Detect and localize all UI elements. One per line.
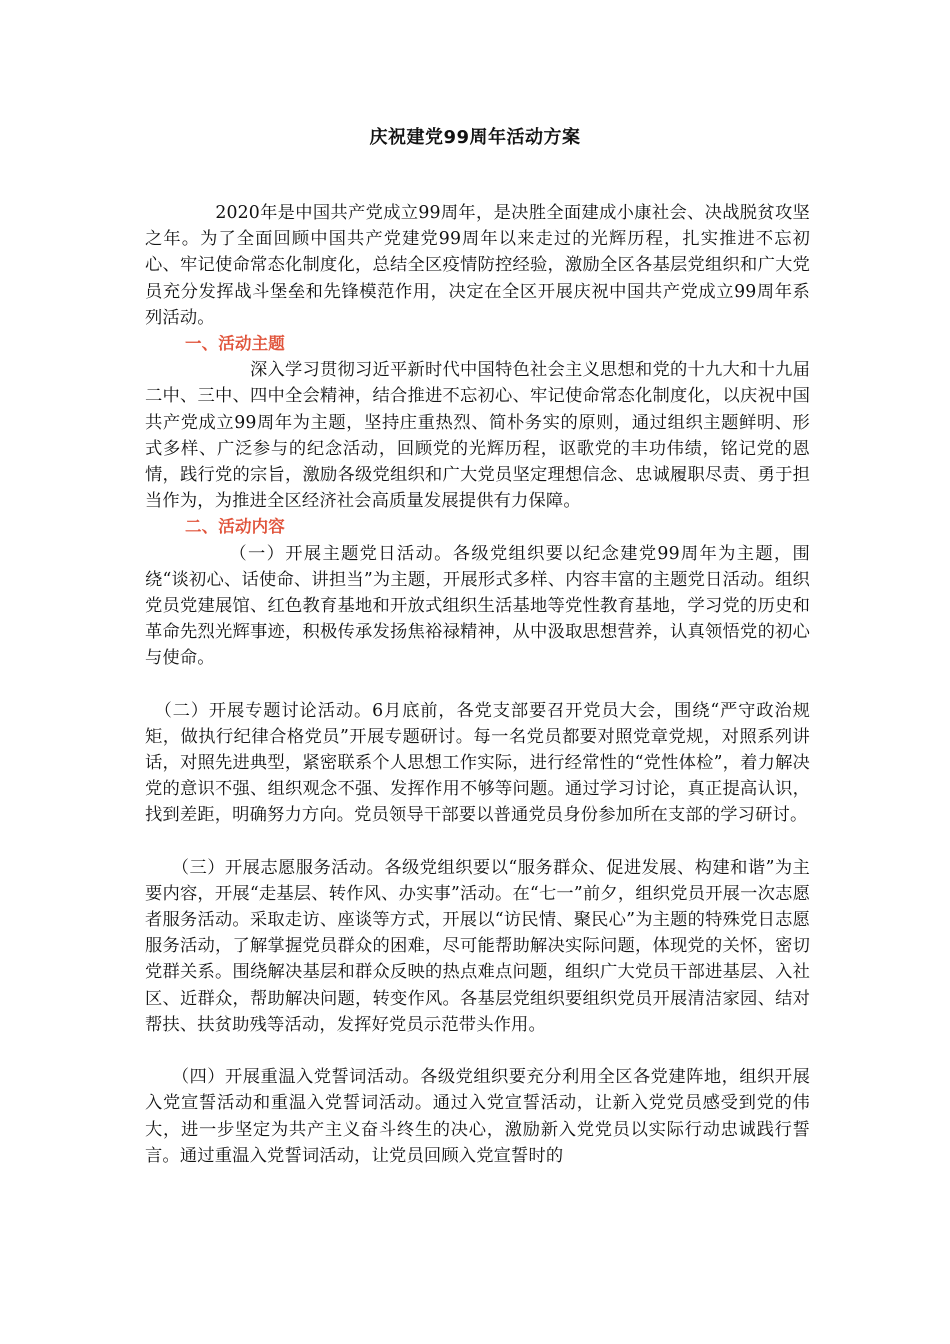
document-title: 庆祝建党99周年活动方案 <box>369 127 581 148</box>
intro-paragraph: 2020年是中国共产党成立99周年，是决胜全面建成小康社会、决战脱贫攻坚之年。为了全面回顾中国共产党建党99周年以来走过的光辉历程，扎实推进不忘初心、牢记使命常态化制度化，总结全区疫情防控经验，激励全区各基层党组织和广大党员充分发挥战斗堡垒和先锋模范作用，决定在全区开展庆祝中国共产党成立99周年系列活动。 <box>145 203 810 328</box>
document-body <box>145 200 810 1169</box>
content-item-4: （四）开展重温入党誓词活动。各级党组织要充分利用全区各党建阵地，组织开展入党宣誓活动和重温入党誓词活动。通过入党宣誓活动，让新入党党员感受到党的伟大，进一步坚定为共产主义奋斗终生的决心，激励新入党党员以实际行动忠诚践行誓言。通过重温入党誓词活动，让党员回顾入党宣誓时的 <box>145 1067 810 1166</box>
paragraph-gap <box>145 1038 810 1064</box>
content-item-3: （三）开展志愿服务活动。各级党组织要以“服务群众、促进发展、构建和谐”为主要内容，开展“走基层、转作风、办实事”活动。在“七一”前夕，组织党员开展一次志愿者服务活动。采取走访、座谈等方式，开展以“访民情、聚民心”为主题的特殊党日志愿服务活动，了解掌握党员群众的困难，尽可能帮助解决实际问题，体现党的关怀，密切党群关系。围绕解决基层和群众反映的热点难点问题，组织广大党员干部进基层、入社区、近群众，帮助解决问题，转变作风。各基层党组织要组织党员开展清洁家园、结对帮扶、扶贫助残等活动，发挥好党员示范带头作用。 <box>145 857 810 1035</box>
section-heading-theme: 一、活动主题 <box>185 334 285 354</box>
paragraph-gap <box>145 672 810 698</box>
theme-paragraph: 深入学习贯彻习近平新时代中国特色社会主义思想和党的十九大和十九届二中、三中、四中全会精神，结合推进不忘初心、牢记使命常态化制度化，以庆祝中国共产党成立99周年为主题，坚持庄重热烈、简朴务实的原则，通过组织主题鲜明、形式多样、广泛参与的纪念活动，回顾党的光辉历程，讴歌党的丰功伟绩，铭记党的恩情，践行党的宗旨，激励各级党组织和广大党员坚定理想信念、忠诚履职尽责、勇于担当作为，为推进全区经济社会高质量发展提供有力保障。 <box>145 360 810 512</box>
content-item-1: （一）开展主题党日活动。各级党组织要以纪念建党99周年为主题，围绕“谈初心、话使命、讲担当”为主题，开展形式多样、内容丰富的主题党日活动。组织党员党建展馆、红色教育基地和开放式组织生活基地等党性教育基地，学习党的历史和革命先烈光辉事迹，积极传承发扬焦裕禄精神，从中汲取思想营养，认真领悟党的初心与使命。 <box>145 543 810 669</box>
paragraph-gap <box>145 829 810 855</box>
content-item-2: （二）开展专题讨论活动。6月底前，各党支部要召开党员大会，围绕“严守政治规矩，做执行纪律合格党员”开展专题研讨。每一名党员都要对照党章党规，对照系列讲话，对照先进典型，紧密联系个人思想工作实际，进行经常性的“党性体检”，着力解决党的意识不强、组织观念不强、发挥作用不够等问题。通过学习讨论，真正提高认识，找到差距，明确努力方向。党员领导干部要以普通党员身份参加所在支部的学习研讨。 <box>145 700 810 826</box>
section-heading-content: 二、活动内容 <box>185 517 285 537</box>
